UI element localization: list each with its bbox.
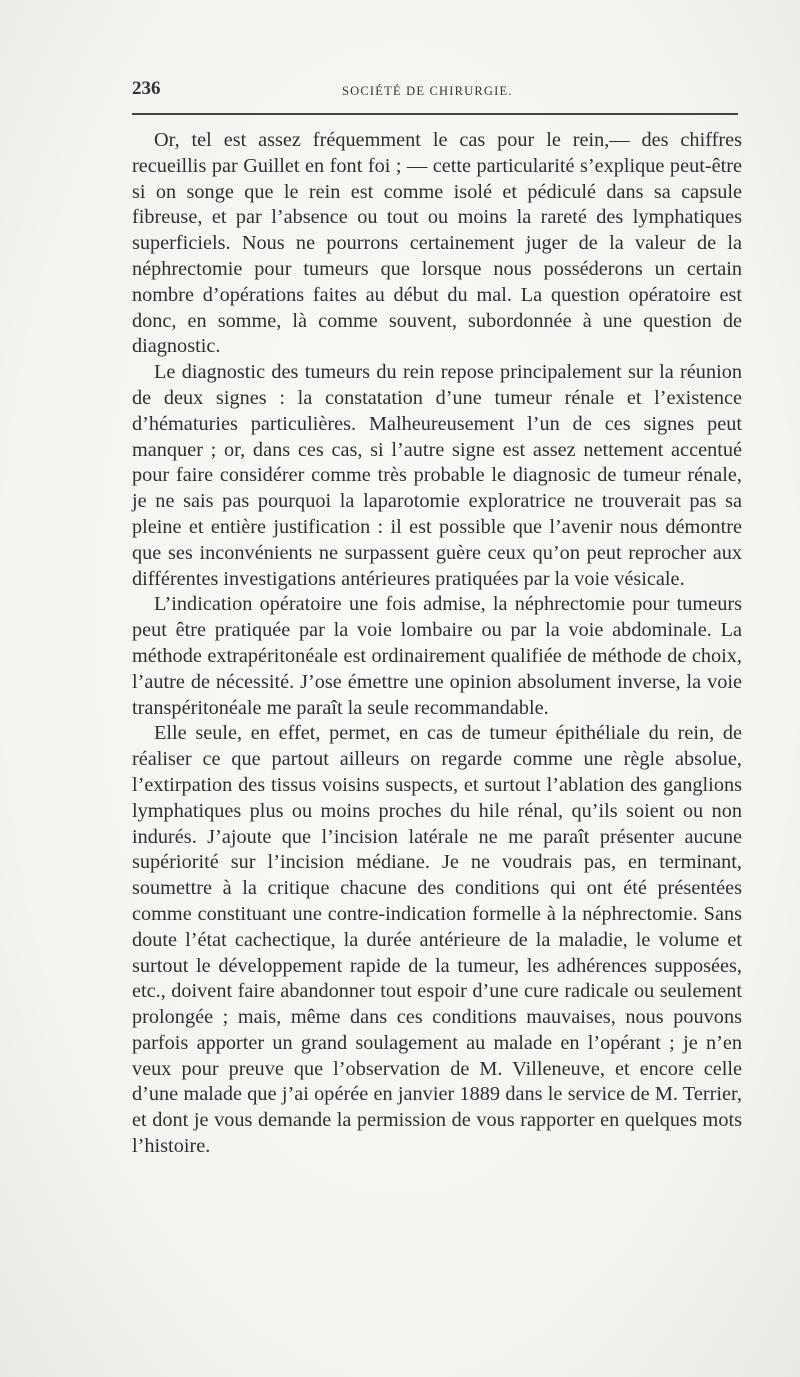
running-title: SOCIÉTÉ DE CHIRURGIE. [342, 84, 513, 98]
paragraph: Elle seule, en effet, permet, en cas de tumeur épithéliale du rein, de réaliser ce que partout ailleurs on regarde comme une règle absolue, l’extirpation des tissus voisins suspects, et surtout l’ablation des ganglions lymphatiques plus ou moins proches du hile rénal, qu’ils soient ou non indurés. J’ajoute que l’incision latérale ne me paraît présenter aucune supériorité sur l’incision médiane. Je ne voudrais pas, en terminant, soumettre à la critique chacune des conditions qui ont été présentées comme constituant une contre-indication formelle à la néphrectomie. Sans doute l’état cachectique, la durée antérieure de la maladie, le volume et surtout le développement rapide de la tumeur, les adhérences supposées, etc., doivent faire abandonner tout espoir d’une cure radicale ou seulement prolongée ; mais, même dans ces conditions mauvaises, nous pouvons parfois apporter un grand soulagement au malade en l’opérant ; je n’en veux pour preuve que l’observation de M. Villeneuve, et encore celle d’une malade que j’ai opérée en janvier 1889 dans le service de M. Terrier, et dont je vous demande la permission de vous rapporter en quelques mots l’histoire. [132, 722, 742, 1158]
paragraph: Le diagnostic des tumeurs du rein repose principalement sur la réunion de deux signes : la constatation d’une tumeur rénale et l’existence d’hématuries particulières. Malheureusement l’un de ces signes peut manquer ; or, dans ces cas, si l’autre signe est assez nettement accentué pour faire considérer comme très probable le diagnosic de tumeur rénale, je ne sais pas pourquoi la laparotomie exploratrice ne trouverait pas sa pleine et entière justification : il est possible que l’avenir nous démontre que ses inconvénients ne surpassent guère ceux qu’on peut reprocher aux différentes investigations antérieures pratiquées par la voie vésicale. [132, 361, 742, 590]
page-header [132, 76, 738, 102]
paragraph: Or, tel est assez fréquemment le cas pour le rein,— des chiffres recueillis par Guillet en font foi ; — cette particularité s’explique peut-être si on songe que le rein est comme isolé et pédiculé dans sa capsule fibreuse, et par l’absence ou tout ou moins la rareté des lymphatiques superficiels. Nous ne pourrons certainement juger de la valeur de la néphrectomie pour tumeurs que lorsque nous posséderons un certain nombre d’opérations faites au début du mal. La question opératoire est donc, en somme, là comme souvent, subordonnée à une question de diagnostic. [132, 129, 742, 358]
paragraph: L’indication opératoire une fois admise, la néphrectomie pour tumeurs peut être pratiquée par la voie lombaire ou par la voie abdominale. La méthode extrapéritonéale est ordinairement qualifiée de méthode de choix, l’autre de nécessité. J’ose émettre une opinion absolument inverse, la voie transpéritonéale me paraît la seule recommandable. [132, 593, 742, 719]
page-number: 236 [132, 78, 161, 99]
body-text [132, 128, 742, 1160]
header-rule [132, 113, 738, 115]
